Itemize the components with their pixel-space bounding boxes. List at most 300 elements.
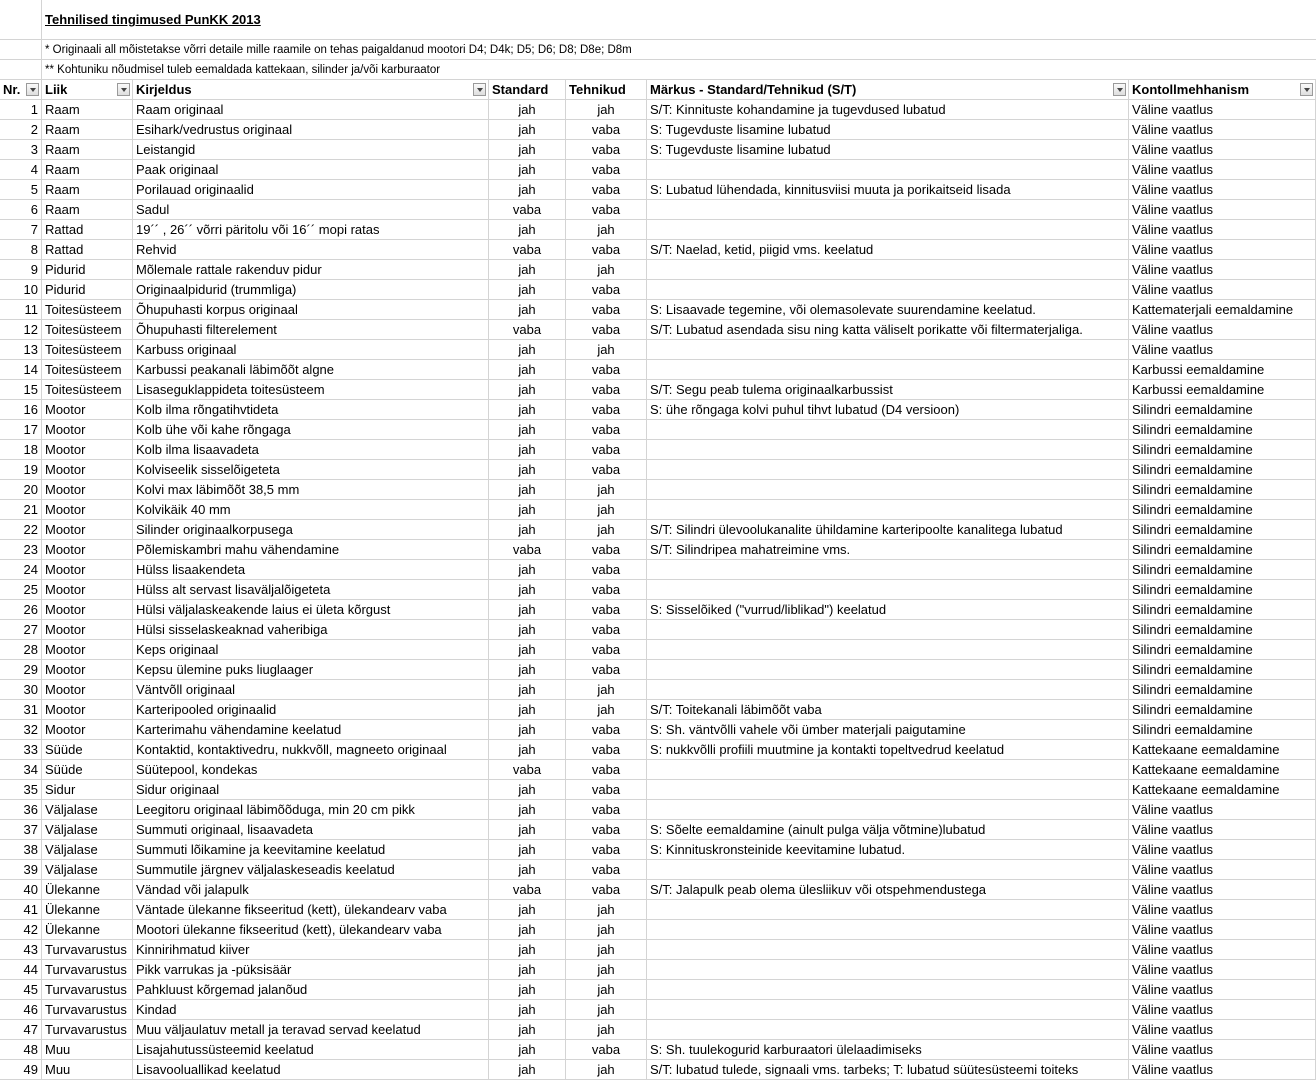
cell-liik[interactable]: Mootor — [42, 580, 133, 600]
cell-tehnikud[interactable]: vaba — [566, 380, 647, 400]
cell-tehnikud[interactable]: jah — [566, 980, 647, 1000]
cell-kirjeldus[interactable]: Sidur originaal — [133, 780, 489, 800]
cell-kontollmehhanism[interactable]: Silindri eemaldamine — [1129, 580, 1316, 600]
cell-kontollmehhanism[interactable]: Väline vaatlus — [1129, 240, 1316, 260]
cell-kontollmehhanism[interactable]: Väline vaatlus — [1129, 960, 1316, 980]
cell-nr[interactable]: 1 — [0, 100, 42, 120]
cell-nr[interactable]: 11 — [0, 300, 42, 320]
cell-standard[interactable]: jah — [489, 640, 566, 660]
cell-tehnikud[interactable]: vaba — [566, 120, 647, 140]
cell-nr[interactable]: 25 — [0, 580, 42, 600]
cell-kontollmehhanism[interactable]: Väline vaatlus — [1129, 280, 1316, 300]
cell-kirjeldus[interactable]: Esihark/vedrustus originaal — [133, 120, 489, 140]
cell-kontollmehhanism[interactable]: Väline vaatlus — [1129, 120, 1316, 140]
cell-standard[interactable]: jah — [489, 460, 566, 480]
cell-markus[interactable]: S/T: Kinnituste kohandamine ja tugevdused lubatud — [647, 100, 1129, 120]
cell-standard[interactable]: jah — [489, 1040, 566, 1060]
cell-liik[interactable]: Turvavarustus — [42, 1020, 133, 1040]
cell-markus[interactable] — [647, 860, 1129, 880]
cell-markus[interactable] — [647, 900, 1129, 920]
cell-tehnikud[interactable]: jah — [566, 940, 647, 960]
cell-tehnikud[interactable]: vaba — [566, 180, 647, 200]
cell-kirjeldus[interactable]: Põlemiskambri mahu vähendamine — [133, 540, 489, 560]
cell-standard[interactable]: jah — [489, 140, 566, 160]
cell-markus[interactable]: S: Sh. tuulekogurid karburaatori ülelaadimiseks — [647, 1040, 1129, 1060]
cell-tehnikud[interactable]: jah — [566, 900, 647, 920]
cell-kirjeldus[interactable]: Keps originaal — [133, 640, 489, 660]
cell-liik[interactable]: Mootor — [42, 640, 133, 660]
cell-standard[interactable]: jah — [489, 940, 566, 960]
cell-kirjeldus[interactable]: Kepsu ülemine puks liuglaager — [133, 660, 489, 680]
cell-kontollmehhanism[interactable]: Väline vaatlus — [1129, 920, 1316, 940]
cell-nr[interactable]: 30 — [0, 680, 42, 700]
cell-tehnikud[interactable]: jah — [566, 1060, 647, 1080]
cell-kirjeldus[interactable]: Hülsi sisselaskeaknad vaheribiga — [133, 620, 489, 640]
cell-markus[interactable]: S: Kinnituskronsteinide keevitamine lubatud. — [647, 840, 1129, 860]
cell-kontollmehhanism[interactable]: Väline vaatlus — [1129, 860, 1316, 880]
cell-kontollmehhanism[interactable]: Silindri eemaldamine — [1129, 700, 1316, 720]
cell-kontollmehhanism[interactable]: Väline vaatlus — [1129, 820, 1316, 840]
cell-kirjeldus[interactable]: Rehvid — [133, 240, 489, 260]
cell-standard[interactable]: jah — [489, 660, 566, 680]
cell-nr[interactable]: 5 — [0, 180, 42, 200]
cell-tehnikud[interactable]: vaba — [566, 420, 647, 440]
cell-kontollmehhanism[interactable]: Väline vaatlus — [1129, 220, 1316, 240]
cell-standard[interactable]: jah — [489, 820, 566, 840]
cell-nr[interactable]: 4 — [0, 160, 42, 180]
cell-kontollmehhanism[interactable]: Karbussi eemaldamine — [1129, 380, 1316, 400]
cell-standard[interactable]: jah — [489, 1020, 566, 1040]
cell-kirjeldus[interactable]: Lisajahutussüsteemid keelatud — [133, 1040, 489, 1060]
cell-kontollmehhanism[interactable]: Väline vaatlus — [1129, 900, 1316, 920]
cell-markus[interactable] — [647, 960, 1129, 980]
cell-tehnikud[interactable]: jah — [566, 220, 647, 240]
cell-standard[interactable]: jah — [489, 700, 566, 720]
cell-liik[interactable]: Raam — [42, 120, 133, 140]
cell-tehnikud[interactable]: jah — [566, 920, 647, 940]
cell-kontollmehhanism[interactable]: Silindri eemaldamine — [1129, 600, 1316, 620]
cell-markus[interactable]: S/T: lubatud tulede, signaali vms. tarbeks; T: lubatud süütesüsteemi toiteks — [647, 1060, 1129, 1080]
cell-kirjeldus[interactable]: Paak originaal — [133, 160, 489, 180]
cell-liik[interactable]: Mootor — [42, 620, 133, 640]
cell-markus[interactable] — [647, 560, 1129, 580]
cell-liik[interactable]: Toitesüsteem — [42, 300, 133, 320]
cell-kirjeldus[interactable]: Leegitoru originaal läbimõõduga, min 20 cm pikk — [133, 800, 489, 820]
cell-tehnikud[interactable]: vaba — [566, 300, 647, 320]
cell-kirjeldus[interactable]: Kontaktid, kontaktivedru, nukkvõll, magneeto originaal — [133, 740, 489, 760]
cell-kirjeldus[interactable]: Leistangid — [133, 140, 489, 160]
cell-nr[interactable]: 44 — [0, 960, 42, 980]
cell-nr[interactable]: 47 — [0, 1020, 42, 1040]
note-1[interactable]: * Originaali all mõistetakse võrri detaile mille raamile on tehas paigaldanud mootori D4; D4k; D5; D6; D8; D8e; D8m — [42, 40, 1316, 60]
cell-liik[interactable]: Mootor — [42, 420, 133, 440]
column-header-tehnikud[interactable] — [566, 80, 647, 100]
cell-kontollmehhanism[interactable]: Väline vaatlus — [1129, 1020, 1316, 1040]
cell-kirjeldus[interactable]: Pikk varrukas ja -püksisäär — [133, 960, 489, 980]
cell-tehnikud[interactable]: jah — [566, 1020, 647, 1040]
cell-markus[interactable] — [647, 680, 1129, 700]
cell-nr[interactable]: 23 — [0, 540, 42, 560]
cell-tehnikud[interactable]: vaba — [566, 840, 647, 860]
cell-kirjeldus[interactable]: Kolvikäik 40 mm — [133, 500, 489, 520]
cell-tehnikud[interactable]: vaba — [566, 140, 647, 160]
cell-kirjeldus[interactable]: Porilauad originaalid — [133, 180, 489, 200]
cell-nr[interactable]: 42 — [0, 920, 42, 940]
cell-tehnikud[interactable]: vaba — [566, 620, 647, 640]
cell-nr[interactable]: 21 — [0, 500, 42, 520]
cell-liik[interactable]: Väljalase — [42, 840, 133, 860]
cell-markus[interactable] — [647, 440, 1129, 460]
cell-nr[interactable]: 35 — [0, 780, 42, 800]
filter-dropdown-icon[interactable] — [26, 83, 39, 96]
cell-nr[interactable]: 6 — [0, 200, 42, 220]
cell-kirjeldus[interactable]: Kolviseelik sisselõigeteta — [133, 460, 489, 480]
cell-kontollmehhanism[interactable]: Väline vaatlus — [1129, 340, 1316, 360]
cell-liik[interactable]: Raam — [42, 100, 133, 120]
cell-kontollmehhanism[interactable]: Silindri eemaldamine — [1129, 420, 1316, 440]
cell-kirjeldus[interactable]: Mootori ülekanne fikseeritud (kett), ülekandearv vaba — [133, 920, 489, 940]
cell-standard[interactable]: jah — [489, 280, 566, 300]
cell-liik[interactable]: Raam — [42, 160, 133, 180]
cell-liik[interactable]: Süüde — [42, 760, 133, 780]
cell-tehnikud[interactable]: jah — [566, 520, 647, 540]
cell-liik[interactable]: Toitesüsteem — [42, 320, 133, 340]
cell-kontollmehhanism[interactable]: Kattekaane eemaldamine — [1129, 740, 1316, 760]
cell-nr[interactable]: 41 — [0, 900, 42, 920]
cell-nr[interactable]: 36 — [0, 800, 42, 820]
cell-standard[interactable]: vaba — [489, 540, 566, 560]
cell-tehnikud[interactable]: vaba — [566, 780, 647, 800]
cell-kirjeldus[interactable]: Väntade ülekanne fikseeritud (kett), ülekandearv vaba — [133, 900, 489, 920]
cell-markus[interactable] — [647, 460, 1129, 480]
cell-liik[interactable]: Mootor — [42, 440, 133, 460]
filter-dropdown-icon[interactable] — [117, 83, 130, 96]
cell-kontollmehhanism[interactable]: Väline vaatlus — [1129, 260, 1316, 280]
cell-markus[interactable] — [647, 280, 1129, 300]
cell-nr[interactable]: 29 — [0, 660, 42, 680]
cell-standard[interactable]: jah — [489, 600, 566, 620]
cell-tehnikud[interactable]: vaba — [566, 280, 647, 300]
cell-tehnikud[interactable]: vaba — [566, 640, 647, 660]
cell-nr[interactable]: 17 — [0, 420, 42, 440]
cell-liik[interactable]: Mootor — [42, 460, 133, 480]
cell-kontollmehhanism[interactable]: Silindri eemaldamine — [1129, 500, 1316, 520]
cell-nr[interactable]: 39 — [0, 860, 42, 880]
cell-nr[interactable]: 28 — [0, 640, 42, 660]
cell-nr[interactable]: 20 — [0, 480, 42, 500]
cell-tehnikud[interactable]: vaba — [566, 540, 647, 560]
cell-nr[interactable]: 19 — [0, 460, 42, 480]
cell-liik[interactable]: Ülekanne — [42, 900, 133, 920]
cell-kontollmehhanism[interactable]: Väline vaatlus — [1129, 100, 1316, 120]
cell-kontollmehhanism[interactable]: Silindri eemaldamine — [1129, 520, 1316, 540]
cell-standard[interactable]: jah — [489, 840, 566, 860]
cell-tehnikud[interactable]: vaba — [566, 240, 647, 260]
cell-nr[interactable]: 37 — [0, 820, 42, 840]
cell-liik[interactable]: Ülekanne — [42, 920, 133, 940]
cell-markus[interactable] — [647, 220, 1129, 240]
cell-kontollmehhanism[interactable]: Kattematerjali eemaldamine — [1129, 300, 1316, 320]
cell-markus[interactable]: S: Lisaavade tegemine, või olemasolevate suurendamine keelatud. — [647, 300, 1129, 320]
cell-liik[interactable]: Mootor — [42, 680, 133, 700]
cell-kontollmehhanism[interactable]: Väline vaatlus — [1129, 800, 1316, 820]
cell-kontollmehhanism[interactable]: Väline vaatlus — [1129, 180, 1316, 200]
cell-kontollmehhanism[interactable]: Silindri eemaldamine — [1129, 620, 1316, 640]
cell-nr[interactable]: 38 — [0, 840, 42, 860]
cell-standard[interactable]: jah — [489, 580, 566, 600]
cell-tehnikud[interactable]: vaba — [566, 600, 647, 620]
cell-liik[interactable]: Toitesüsteem — [42, 360, 133, 380]
cell[interactable] — [0, 40, 42, 60]
cell-liik[interactable]: Rattad — [42, 220, 133, 240]
cell-nr[interactable]: 27 — [0, 620, 42, 640]
cell-markus[interactable] — [647, 760, 1129, 780]
cell-nr[interactable]: 7 — [0, 220, 42, 240]
cell-tehnikud[interactable]: vaba — [566, 360, 647, 380]
cell-markus[interactable] — [647, 1020, 1129, 1040]
cell-kirjeldus[interactable]: Kolvi max läbimõõt 38,5 mm — [133, 480, 489, 500]
cell-tehnikud[interactable]: jah — [566, 500, 647, 520]
cell-standard[interactable]: vaba — [489, 760, 566, 780]
cell-standard[interactable]: jah — [489, 920, 566, 940]
cell-markus[interactable] — [647, 780, 1129, 800]
column-header-markus[interactable] — [647, 80, 1129, 100]
cell-tehnikud[interactable]: vaba — [566, 320, 647, 340]
cell-nr[interactable]: 10 — [0, 280, 42, 300]
cell-liik[interactable]: Mootor — [42, 560, 133, 580]
cell-liik[interactable]: Mootor — [42, 700, 133, 720]
cell-nr[interactable]: 16 — [0, 400, 42, 420]
cell-kirjeldus[interactable]: Summuti originaal, lisaavadeta — [133, 820, 489, 840]
cell-standard[interactable]: vaba — [489, 240, 566, 260]
cell-standard[interactable]: jah — [489, 560, 566, 580]
cell-liik[interactable]: Väljalase — [42, 800, 133, 820]
cell-tehnikud[interactable]: jah — [566, 680, 647, 700]
cell-kirjeldus[interactable]: Pahkluust kõrgemad jalanõud — [133, 980, 489, 1000]
cell-kirjeldus[interactable]: Kolb ühe või kahe rõngaga — [133, 420, 489, 440]
cell-tehnikud[interactable]: jah — [566, 100, 647, 120]
cell-kirjeldus[interactable]: Karteripooled originaalid — [133, 700, 489, 720]
cell-nr[interactable]: 24 — [0, 560, 42, 580]
sheet-title[interactable]: Tehnilised tingimused PunKK 2013 — [42, 0, 1316, 40]
cell-standard[interactable]: jah — [489, 960, 566, 980]
cell-liik[interactable]: Mootor — [42, 540, 133, 560]
cell-liik[interactable]: Mootor — [42, 520, 133, 540]
cell-tehnikud[interactable]: vaba — [566, 580, 647, 600]
cell-standard[interactable]: jah — [489, 720, 566, 740]
cell-markus[interactable] — [647, 420, 1129, 440]
cell-nr[interactable]: 45 — [0, 980, 42, 1000]
cell-kontollmehhanism[interactable]: Silindri eemaldamine — [1129, 460, 1316, 480]
cell-kontollmehhanism[interactable]: Silindri eemaldamine — [1129, 440, 1316, 460]
cell-markus[interactable] — [647, 580, 1129, 600]
cell-nr[interactable]: 14 — [0, 360, 42, 380]
cell-standard[interactable]: jah — [489, 300, 566, 320]
cell-nr[interactable]: 46 — [0, 1000, 42, 1020]
cell-liik[interactable]: Mootor — [42, 480, 133, 500]
cell-kontollmehhanism[interactable]: Väline vaatlus — [1129, 160, 1316, 180]
cell-kirjeldus[interactable]: Lisavooluallikad keelatud — [133, 1060, 489, 1080]
cell[interactable] — [0, 0, 42, 40]
cell-standard[interactable]: jah — [489, 800, 566, 820]
cell-liik[interactable]: Sidur — [42, 780, 133, 800]
cell-markus[interactable]: S: Sõelte eemaldamine (ainult pulga välja võtmine)lubatud — [647, 820, 1129, 840]
cell-standard[interactable]: jah — [489, 480, 566, 500]
cell-liik[interactable]: Muu — [42, 1040, 133, 1060]
cell-nr[interactable]: 49 — [0, 1060, 42, 1080]
cell-liik[interactable]: Toitesüsteem — [42, 380, 133, 400]
cell-markus[interactable]: S: Sisselõiked ("vurrud/liblikad") keelatud — [647, 600, 1129, 620]
cell-kirjeldus[interactable]: Hülsi väljalaskeakende laius ei ületa kõrgust — [133, 600, 489, 620]
cell-tehnikud[interactable]: vaba — [566, 440, 647, 460]
cell-kontollmehhanism[interactable]: Väline vaatlus — [1129, 140, 1316, 160]
cell-kirjeldus[interactable]: Karbussi peakanali läbimõõt algne — [133, 360, 489, 380]
cell-standard[interactable]: jah — [489, 160, 566, 180]
cell-markus[interactable] — [647, 980, 1129, 1000]
cell-nr[interactable]: 12 — [0, 320, 42, 340]
cell-kontollmehhanism[interactable]: Väline vaatlus — [1129, 1040, 1316, 1060]
cell-liik[interactable]: Mootor — [42, 720, 133, 740]
cell-standard[interactable]: jah — [489, 360, 566, 380]
cell-kirjeldus[interactable]: Vändad või jalapulk — [133, 880, 489, 900]
cell-markus[interactable] — [647, 640, 1129, 660]
cell-liik[interactable]: Turvavarustus — [42, 980, 133, 1000]
cell-markus[interactable] — [647, 940, 1129, 960]
cell-markus[interactable] — [647, 660, 1129, 680]
cell-standard[interactable]: vaba — [489, 200, 566, 220]
column-header-nr[interactable] — [0, 80, 42, 100]
cell-markus[interactable]: S: ühe rõngaga kolvi puhul tihvt lubatud (D4 versioon) — [647, 400, 1129, 420]
cell-standard[interactable]: jah — [489, 520, 566, 540]
cell-kontollmehhanism[interactable]: Silindri eemaldamine — [1129, 480, 1316, 500]
column-header-liik[interactable] — [42, 80, 133, 100]
cell-tehnikud[interactable]: jah — [566, 700, 647, 720]
cell[interactable] — [0, 60, 42, 80]
cell-kirjeldus[interactable]: Õhupuhasti filterelement — [133, 320, 489, 340]
cell-liik[interactable]: Muu — [42, 1060, 133, 1080]
cell-kirjeldus[interactable]: Hülss alt servast lisaväljalõigeteta — [133, 580, 489, 600]
cell-liik[interactable]: Pidurid — [42, 280, 133, 300]
cell-kirjeldus[interactable]: Hülss lisaakendeta — [133, 560, 489, 580]
cell-liik[interactable]: Toitesüsteem — [42, 340, 133, 360]
cell-kirjeldus[interactable]: Sadul — [133, 200, 489, 220]
cell-markus[interactable] — [647, 160, 1129, 180]
cell-standard[interactable]: jah — [489, 180, 566, 200]
cell-kirjeldus[interactable]: Karbuss originaal — [133, 340, 489, 360]
cell-markus[interactable] — [647, 480, 1129, 500]
cell-markus[interactable] — [647, 500, 1129, 520]
cell-kirjeldus[interactable]: Silinder originaalkorpusega — [133, 520, 489, 540]
cell-tehnikud[interactable]: vaba — [566, 820, 647, 840]
cell-kirjeldus[interactable]: Süütepool, kondekas — [133, 760, 489, 780]
cell-kirjeldus[interactable]: Summuti lõikamine ja keevitamine keelatud — [133, 840, 489, 860]
cell-liik[interactable]: Raam — [42, 140, 133, 160]
cell-markus[interactable] — [647, 800, 1129, 820]
cell-nr[interactable]: 2 — [0, 120, 42, 140]
cell-tehnikud[interactable]: jah — [566, 1000, 647, 1020]
cell-standard[interactable]: jah — [489, 220, 566, 240]
cell-kirjeldus[interactable]: Karterimahu vähendamine keelatud — [133, 720, 489, 740]
cell-nr[interactable]: 18 — [0, 440, 42, 460]
column-header-kontollmehhanism[interactable] — [1129, 80, 1316, 100]
cell-kontollmehhanism[interactable]: Väline vaatlus — [1129, 1000, 1316, 1020]
cell-tehnikud[interactable]: jah — [566, 340, 647, 360]
cell-markus[interactable] — [647, 620, 1129, 640]
cell-nr[interactable]: 32 — [0, 720, 42, 740]
cell-kontollmehhanism[interactable]: Silindri eemaldamine — [1129, 560, 1316, 580]
cell-markus[interactable]: S: Sh. väntvõlli vahele või ümber materjali paigutamine — [647, 720, 1129, 740]
cell-nr[interactable]: 9 — [0, 260, 42, 280]
cell-kirjeldus[interactable]: Summutile järgnev väljalaskeseadis keelatud — [133, 860, 489, 880]
cell-tehnikud[interactable]: vaba — [566, 740, 647, 760]
note-2[interactable]: ** Kohtuniku nõudmisel tuleb eemaldada kattekaan, silinder ja/või karburaator — [42, 60, 1316, 80]
cell-standard[interactable]: jah — [489, 380, 566, 400]
cell-kirjeldus[interactable]: Kolb ilma lisaavadeta — [133, 440, 489, 460]
filter-dropdown-icon[interactable] — [1113, 83, 1126, 96]
cell-nr[interactable]: 26 — [0, 600, 42, 620]
cell-tehnikud[interactable]: vaba — [566, 880, 647, 900]
cell-markus[interactable]: S/T: Lubatud asendada sisu ning katta väliselt porikatte või filtermaterjaliga. — [647, 320, 1129, 340]
cell-liik[interactable]: Mootor — [42, 400, 133, 420]
cell-liik[interactable]: Süüde — [42, 740, 133, 760]
column-header-standard[interactable] — [489, 80, 566, 100]
cell-markus[interactable] — [647, 360, 1129, 380]
cell-standard[interactable]: vaba — [489, 320, 566, 340]
cell-standard[interactable]: jah — [489, 260, 566, 280]
cell-kirjeldus[interactable]: Kolb ilma rõngatihvtideta — [133, 400, 489, 420]
cell-liik[interactable]: Raam — [42, 200, 133, 220]
cell-markus[interactable]: S: Tugevduste lisamine lubatud — [647, 120, 1129, 140]
cell-nr[interactable]: 13 — [0, 340, 42, 360]
cell-nr[interactable]: 48 — [0, 1040, 42, 1060]
cell-standard[interactable]: jah — [489, 980, 566, 1000]
cell-markus[interactable]: S/T: Naelad, ketid, piigid vms. keelatud — [647, 240, 1129, 260]
cell-kirjeldus[interactable]: 19´´ , 26´´ võrri päritolu või 16´´ mopi ratas — [133, 220, 489, 240]
cell-kirjeldus[interactable]: Õhupuhasti korpus originaal — [133, 300, 489, 320]
cell-kirjeldus[interactable]: Väntvõll originaal — [133, 680, 489, 700]
cell-liik[interactable]: Mootor — [42, 660, 133, 680]
cell-kontollmehhanism[interactable]: Väline vaatlus — [1129, 980, 1316, 1000]
cell-kontollmehhanism[interactable]: Väline vaatlus — [1129, 200, 1316, 220]
cell-kontollmehhanism[interactable]: Kattekaane eemaldamine — [1129, 780, 1316, 800]
cell-kontollmehhanism[interactable]: Väline vaatlus — [1129, 940, 1316, 960]
cell-standard[interactable]: jah — [489, 780, 566, 800]
cell-kirjeldus[interactable]: Originaalpidurid (trummliga) — [133, 280, 489, 300]
cell-kontollmehhanism[interactable]: Väline vaatlus — [1129, 880, 1316, 900]
cell-kirjeldus[interactable]: Mõlemale rattale rakenduv pidur — [133, 260, 489, 280]
cell-standard[interactable]: jah — [489, 120, 566, 140]
cell-markus[interactable]: S: nukkvõlli profiili muutmine ja kontakti topeltvedrud keelatud — [647, 740, 1129, 760]
cell-tehnikud[interactable]: jah — [566, 260, 647, 280]
cell-standard[interactable]: vaba — [489, 880, 566, 900]
cell-tehnikud[interactable]: vaba — [566, 200, 647, 220]
cell-liik[interactable]: Rattad — [42, 240, 133, 260]
filter-dropdown-icon[interactable] — [473, 83, 486, 96]
cell-markus[interactable]: S: Tugevduste lisamine lubatud — [647, 140, 1129, 160]
cell-markus[interactable]: S/T: Silindri ülevoolukanalite ühildamine karteripoolte kanalitega lubatud — [647, 520, 1129, 540]
cell-kirjeldus[interactable]: Kindad — [133, 1000, 489, 1020]
cell-kirjeldus[interactable]: Muu väljaulatuv metall ja teravad servad keelatud — [133, 1020, 489, 1040]
cell-markus[interactable] — [647, 200, 1129, 220]
cell-kontollmehhanism[interactable]: Silindri eemaldamine — [1129, 720, 1316, 740]
cell-standard[interactable]: jah — [489, 400, 566, 420]
cell-tehnikud[interactable]: vaba — [566, 800, 647, 820]
cell-liik[interactable]: Pidurid — [42, 260, 133, 280]
cell-kirjeldus[interactable]: Kinnirihmatud kiiver — [133, 940, 489, 960]
cell-tehnikud[interactable]: jah — [566, 960, 647, 980]
cell-tehnikud[interactable]: jah — [566, 480, 647, 500]
cell-liik[interactable]: Väljalase — [42, 820, 133, 840]
